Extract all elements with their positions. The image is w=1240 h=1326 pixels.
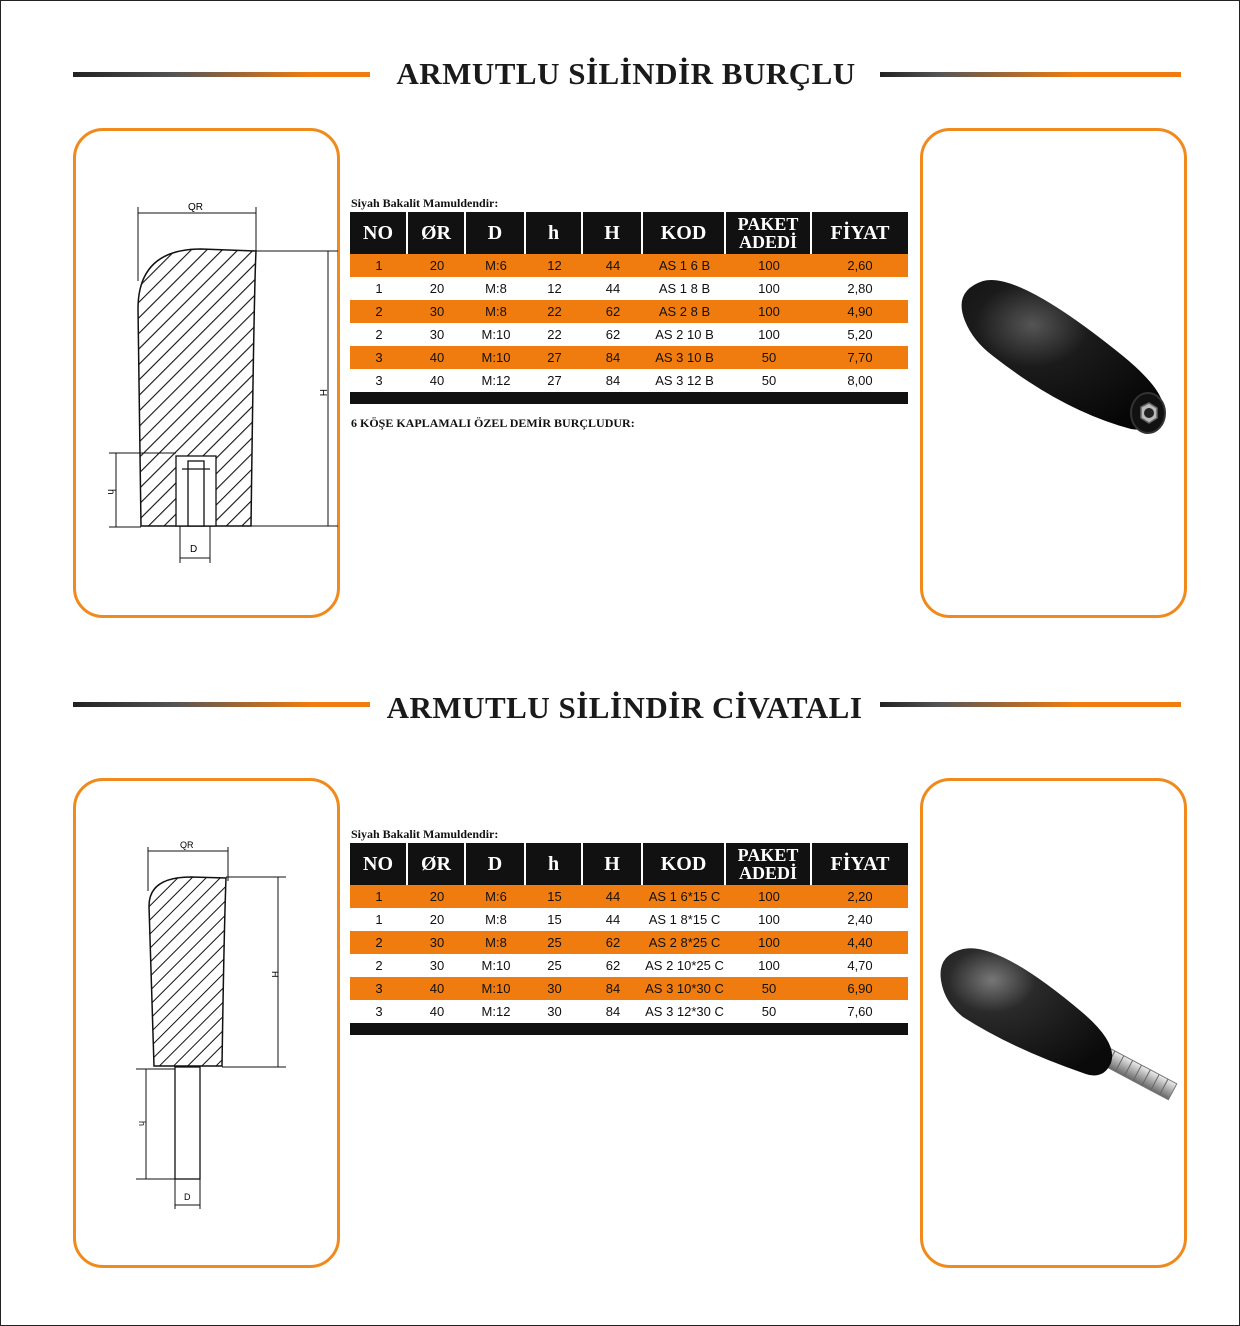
table-row [350,1000,908,1023]
cell-height: 44 [583,885,643,908]
cell-no: 2 [350,954,408,977]
cell-code: AS 1 8 B [643,277,726,300]
cell-diameter: 20 [408,277,466,300]
technical-drawing [76,131,343,621]
col-header-thread: D [466,843,526,885]
cell-thread: M:10 [466,954,526,977]
cell-code: AS 2 8*25 C [643,931,726,954]
cell-diameter: 30 [408,931,466,954]
cell-thread: M:10 [466,346,526,369]
cell-diameter: 40 [408,346,466,369]
cell-diameter: 30 [408,300,466,323]
cell-package-qty: 100 [726,254,812,277]
col-header-no: NO [350,212,408,254]
bushing-note: 6 KÖŞE KAPLAMALI ÖZEL DEMİR BURÇLUDUR: [351,416,635,430]
cell-thread: M:8 [466,300,526,323]
cell-thread: M:10 [466,323,526,346]
cell-no: 1 [350,885,408,908]
cell-no: 1 [350,277,408,300]
dim-label-thread: D [184,1192,191,1202]
table-row [350,254,908,277]
cell-package-qty: 100 [726,300,812,323]
cell-package-qty: 50 [726,1000,812,1023]
cell-thread: M:10 [466,977,526,1000]
cell-diameter: 40 [408,977,466,1000]
cell-no: 3 [350,346,408,369]
cell-price: 2,40 [812,908,908,931]
cell-package-qty: 50 [726,977,812,1000]
table-row [350,346,908,369]
table-header-row [350,212,908,254]
cell-price: 4,70 [812,954,908,977]
col-header-height: H [583,212,643,254]
cell-no: 1 [350,254,408,277]
col-header-code: KOD [643,212,726,254]
cell-code: AS 2 8 B [643,300,726,323]
title-rule-right [880,702,1181,707]
product-photo-panel [920,778,1187,1268]
cell-height: 62 [583,300,643,323]
cell-code: AS 1 6 B [643,254,726,277]
cell-package-qty: 100 [726,323,812,346]
cell-code: AS 3 10 B [643,346,726,369]
table-row [350,277,908,300]
cell-diameter: 30 [408,954,466,977]
cell-thread: M:6 [466,254,526,277]
table-row [350,300,908,323]
cell-height: 62 [583,931,643,954]
cell-insert-height: 30 [526,977,583,1000]
dim-label-insert: h [137,1121,147,1127]
cell-insert-height: 22 [526,323,583,346]
col-header-thread: D [466,212,526,254]
cell-price: 7,60 [812,1000,908,1023]
technical-drawing-panel [73,128,340,618]
dim-label-height: H [270,971,280,978]
dim-label-width: QR [188,202,203,213]
material-note: Siyah Bakalit Mamuldendir: [351,827,499,841]
cell-insert-height: 12 [526,254,583,277]
cell-diameter: 20 [408,885,466,908]
cell-no: 3 [350,1000,408,1023]
col-header-insert-height: h [526,843,583,885]
cell-package-qty: 100 [726,908,812,931]
cell-height: 44 [583,908,643,931]
col-header-price: FİYAT [812,212,908,254]
cell-no: 2 [350,323,408,346]
dim-label-thread: D [190,544,198,555]
cell-code: AS 3 12 B [643,369,726,392]
dim-label-height: H [317,389,328,397]
table-footer-bar [350,1023,908,1035]
table-row [350,931,908,954]
cell-thread: M:8 [466,277,526,300]
title-rule-left [73,72,370,77]
cell-price: 4,90 [812,300,908,323]
price-table [350,843,908,1035]
cell-package-qty: 50 [726,369,812,392]
cell-no: 2 [350,931,408,954]
dim-label-width: QR [180,840,194,850]
cell-diameter: 20 [408,908,466,931]
col-header-insert-height: h [526,212,583,254]
col-header-diameter: ØR [408,843,466,885]
col-header-height: H [583,843,643,885]
cell-package-qty: 100 [726,931,812,954]
cell-price: 2,20 [812,885,908,908]
table-header-row [350,843,908,885]
title-rule-left [73,702,370,707]
cell-thread: M:8 [466,908,526,931]
cell-diameter: 30 [408,323,466,346]
cell-price: 5,20 [812,323,908,346]
cell-height: 44 [583,254,643,277]
col-header-code: KOD [643,843,726,885]
cell-package-qty: 100 [726,885,812,908]
material-note: Siyah Bakalit Mamuldendir: [351,196,499,210]
table-footer-bar [350,392,908,404]
cell-price: 2,80 [812,277,908,300]
cell-code: AS 1 6*15 C [643,885,726,908]
cell-no: 1 [350,908,408,931]
cell-code: AS 3 12*30 C [643,1000,726,1023]
product-photo-panel [920,128,1187,618]
table-row [350,323,908,346]
col-header-diameter: ØR [408,212,466,254]
cell-price: 6,90 [812,977,908,1000]
cell-insert-height: 25 [526,931,583,954]
table-row [350,954,908,977]
cell-thread: M:6 [466,885,526,908]
cell-diameter: 20 [408,254,466,277]
cell-height: 62 [583,954,643,977]
col-header-package-qty: PAKET ADEDİ [726,843,812,885]
cell-height: 84 [583,977,643,1000]
table-row [350,369,908,392]
cell-no: 3 [350,369,408,392]
cell-price: 8,00 [812,369,908,392]
cell-insert-height: 22 [526,300,583,323]
technical-drawing [76,781,343,1271]
cell-package-qty: 100 [726,277,812,300]
cell-price: 2,60 [812,254,908,277]
cell-thread: M:12 [466,369,526,392]
cell-no: 3 [350,977,408,1000]
col-header-price: FİYAT [812,843,908,885]
section-title: ARMUTLU SİLİNDİR CİVATALI [386,690,863,725]
cell-code: AS 1 8*15 C [643,908,726,931]
cell-insert-height: 27 [526,369,583,392]
table-row [350,977,908,1000]
price-table [350,212,908,404]
col-header-no: NO [350,843,408,885]
cell-diameter: 40 [408,369,466,392]
cell-price: 4,40 [812,931,908,954]
cell-height: 84 [583,369,643,392]
table-row [350,908,908,931]
section-title: ARMUTLU SİLİNDİR BURÇLU [396,56,856,91]
cell-insert-height: 27 [526,346,583,369]
cell-package-qty: 50 [726,346,812,369]
cell-height: 62 [583,323,643,346]
table-row [350,885,908,908]
cell-insert-height: 25 [526,954,583,977]
cell-package-qty: 100 [726,954,812,977]
cell-height: 84 [583,346,643,369]
cell-thread: M:8 [466,931,526,954]
product-photo-bolt [923,781,1190,1271]
cell-height: 84 [583,1000,643,1023]
col-header-package-qty: PAKET ADEDİ [726,212,812,254]
cell-insert-height: 15 [526,885,583,908]
cell-code: AS 2 10*25 C [643,954,726,977]
cell-no: 2 [350,300,408,323]
cell-diameter: 40 [408,1000,466,1023]
cell-insert-height: 15 [526,908,583,931]
cell-height: 44 [583,277,643,300]
cell-insert-height: 12 [526,277,583,300]
technical-drawing-panel [73,778,340,1268]
cell-code: AS 2 10 B [643,323,726,346]
cell-price: 7,70 [812,346,908,369]
cell-insert-height: 30 [526,1000,583,1023]
cell-thread: M:12 [466,1000,526,1023]
dim-label-insert: h [105,489,116,495]
cell-code: AS 3 10*30 C [643,977,726,1000]
title-rule-right [880,72,1181,77]
product-photo-bushing [923,131,1190,621]
